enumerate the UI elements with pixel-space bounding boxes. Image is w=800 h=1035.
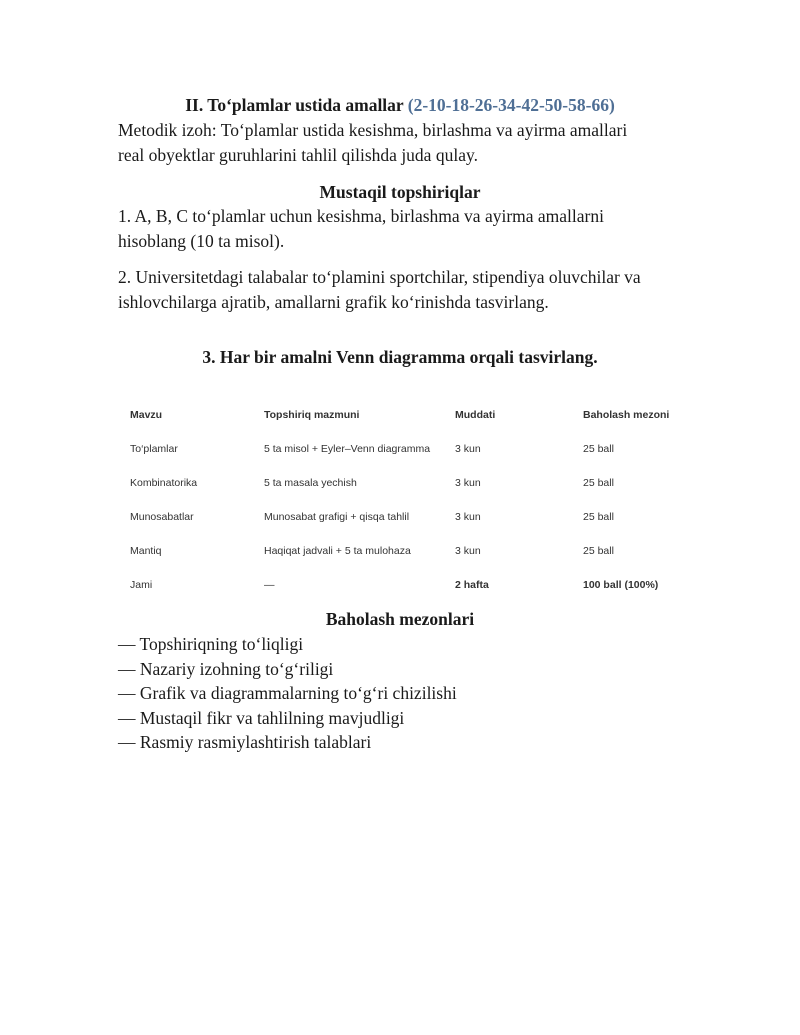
table-cell: Munosabat grafigi + qisqa tahlil (264, 511, 410, 523)
list-item: — Nazariy izohning to‘g‘riligi (118, 658, 334, 679)
table-cell: 100 ball (100%) (583, 579, 659, 591)
table-cell: 3 kun (455, 511, 481, 523)
list-item: — Grafik va diagrammalarning to‘g‘ri chizilishi (118, 683, 457, 703)
list-item: — Mustaqil fikr va tahlilning mavjudligi (118, 707, 405, 728)
table-cell: 25 ball (583, 477, 614, 489)
task-item-1 (118, 204, 718, 254)
task-item-2 (118, 265, 718, 315)
table-total-row (130, 565, 690, 599)
table-cell: — (264, 579, 275, 591)
table-cell: 25 ball (583, 443, 614, 455)
note-line: real obyektlar guruhlarini tahlil qilishda juda qulay. (118, 145, 478, 165)
table-row (130, 463, 690, 497)
table-cell: 5 ta misol + Eyler–Venn diagramma (264, 443, 431, 455)
table-header-row (130, 395, 690, 429)
task-line: ishlovchilarga ajratib, amallarni grafik ko‘rinishda tasvirlang. (118, 292, 549, 312)
task-line: hisoblang (10 ta misol). (118, 231, 285, 251)
table-cell: 3 kun (455, 443, 481, 455)
table-cell: 25 ball (583, 545, 614, 557)
table-cell: 5 ta masala yechish (264, 477, 357, 489)
criteria-list (118, 632, 718, 755)
table-cell: Kombinatorika (130, 477, 198, 489)
table-cell: Jami (130, 579, 153, 591)
task-line: 2. Universitetdagi talabalar to‘plamini sportchilar, stipendiya oluvchilar va (118, 267, 641, 287)
table-row (130, 531, 690, 565)
table-cell: Mantiq (130, 545, 162, 557)
assignment-table (130, 395, 690, 599)
table-header-cell: Muddati (455, 409, 496, 421)
table-cell: 3 kun (455, 477, 481, 489)
list-item: — Topshiriqning to‘liqligi (118, 634, 304, 654)
tasks-heading: Mustaqil topshiriqlar (319, 182, 481, 202)
note-line: Metodik izoh: To‘plamlar ustida kesishma, birlashma va ayirma amallari (118, 120, 628, 140)
table-header-cell: Topshiriq mazmuni (264, 409, 360, 421)
table-header-cell: Baholash mezoni (583, 409, 670, 421)
task-line: 1. A, B, C to‘plamlar uchun kesishma, birlashma va ayirma amallarni (118, 206, 604, 226)
table-cell: Munosabatlar (130, 511, 194, 523)
table-cell: To‘plamlar (130, 443, 178, 455)
table-row (130, 429, 690, 463)
table-cell: 3 kun (455, 545, 481, 557)
list-item: — Rasmiy rasmiylashtirish talablari (118, 732, 372, 752)
table-cell: 2 hafta (455, 579, 489, 591)
table-row (130, 497, 690, 531)
criteria-heading: Baholash mezonlari (325, 609, 475, 629)
methodic-note (118, 118, 718, 168)
table-cell: Haqiqat jadvali + 5 ta mulohaza (264, 545, 411, 557)
task-item-3: 3. Har bir amalni Venn diagramma orqali tasvirlang. (202, 347, 598, 367)
section-title-code: (2-10-18-26-34-42-50-58-66) (407, 95, 615, 115)
section-title (0, 93, 800, 118)
table-header-cell: Mavzu (130, 409, 163, 421)
section-title-text: II. To‘plamlar ustida amallar (185, 95, 404, 115)
table-cell: 25 ball (583, 511, 614, 523)
